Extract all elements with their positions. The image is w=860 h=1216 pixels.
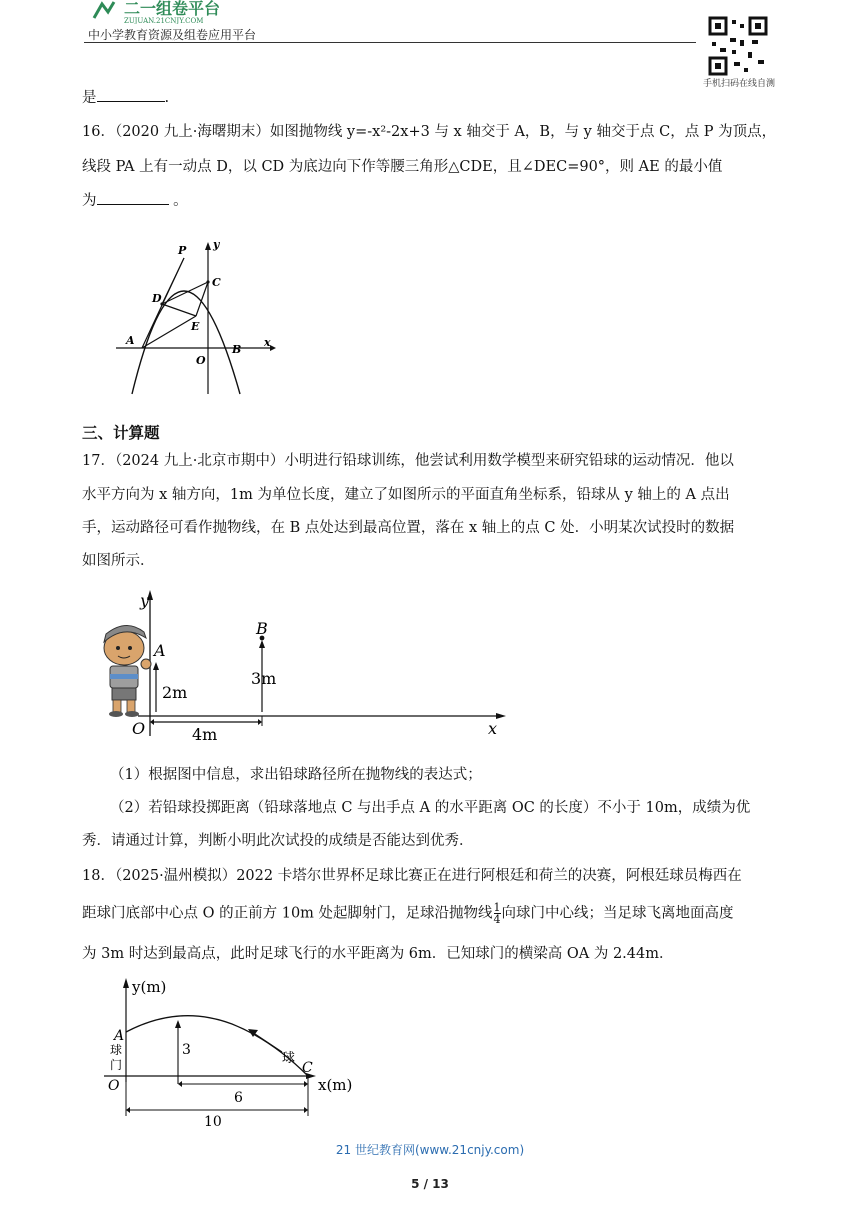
- label-B: B: [232, 343, 242, 356]
- label-A: A: [126, 334, 135, 347]
- logo-runner-icon: [94, 2, 114, 18]
- label-P: P: [178, 244, 187, 257]
- label-10: 10: [204, 1114, 222, 1130]
- label-y: y(m): [132, 978, 167, 996]
- q16-line-1: 16．（2020 九上·海曙期末）如图抛物线 y=-x²-2x+3 与 x 轴交于 A，B，与 y 轴交于点 C，点 P 为顶点，: [82, 124, 777, 140]
- label-A: A: [154, 641, 166, 660]
- label-6: 6: [234, 1090, 243, 1106]
- label-x: x(m): [318, 1076, 353, 1094]
- q16-line-3: 为 。: [82, 190, 188, 212]
- q17-part-1: （1）根据图中信息，求出铅球路径所在抛物线的表达式；: [110, 767, 482, 783]
- label-4m: 4m: [192, 725, 218, 744]
- q16-line-2: 线段 PA 上有一动点 D，以 CD 为底边向下作等腰三角形△CDE，且∠DEC=90°，则 AE 的最小值: [82, 159, 723, 175]
- label-goal-2: 门: [110, 1058, 123, 1072]
- label-A: A: [114, 1028, 125, 1044]
- footer-site-link[interactable]: 21 世纪教育网(www.21cnjy.com): [335, 1143, 525, 1157]
- label-C: C: [302, 1060, 313, 1076]
- qr-caption: 手机扫码在线自测: [702, 79, 775, 89]
- header-divider: [84, 42, 696, 43]
- qr-code-icon[interactable]: [708, 16, 768, 76]
- q15-answer-line: 是 .: [82, 87, 169, 109]
- label-y: y: [140, 591, 150, 610]
- label-x: x: [488, 719, 498, 738]
- q17-part-2-line-1: （2）若铅球投掷距离（铅球落地点 C 与出手点 A 的水平距离 OC 的长度）不小于 10m，成绩为优: [110, 800, 751, 816]
- answer-blank[interactable]: [97, 87, 165, 102]
- header-subtitle: 中小学教育资源及组卷应用平台: [88, 28, 257, 42]
- logo-subtext: ZUJUAN.21CNJY.COM: [124, 17, 204, 24]
- q16-figure: [110, 236, 280, 400]
- label-E: E: [191, 320, 200, 333]
- q17-line-4: 如图所示．: [82, 553, 155, 569]
- student-figure-icon: [104, 625, 151, 717]
- label-ball: 球: [282, 1051, 296, 1066]
- label-3m: 3m: [251, 669, 277, 688]
- q17-figure: [96, 586, 508, 744]
- q17-line-3: 手，运动路径可看作抛物线，在 B 点处达到最高位置，落在 x 轴上的点 C 处．小明某次试投时的数据: [82, 520, 735, 536]
- q17-part-2-line-2: 秀．请通过计算，判断小明此次试投的成绩是否能达到优秀．: [82, 833, 474, 849]
- label-C: C: [212, 276, 221, 289]
- label-O: O: [132, 719, 146, 738]
- label-B: B: [256, 619, 268, 638]
- label-x: x: [264, 336, 271, 349]
- fraction-quarter: $\frac{1}{4}$: [493, 901, 501, 926]
- parabola-curve: [132, 291, 240, 394]
- q17-line-2: 水平方向为 x 轴方向，1m 为单位长度，建立了如图所示的平面直角坐标系，铅球从 y 轴上的 A 点出: [82, 487, 730, 503]
- logo-text: 二一组卷平台: [124, 0, 221, 18]
- label-O: O: [108, 1078, 120, 1094]
- q18-line-3: 为 3m 时达到最高点，此时足球飞行的水平距离为 6m．已知球门的横梁高 OA 为 2.44m．: [82, 946, 674, 962]
- label-2m: 2m: [162, 683, 188, 702]
- label-D: D: [152, 292, 162, 305]
- q18-figure: [104, 972, 360, 1130]
- page-number: 5 / 13: [411, 1177, 449, 1191]
- label-3: 3: [182, 1042, 191, 1058]
- section-title: 三、计算题: [82, 424, 160, 442]
- q18-line-1: 18．（2025·温州模拟）2022 卡塔尔世界杯足球比赛正在进行阿根廷和荷兰的决赛，阿根廷球员梅西在: [82, 868, 742, 884]
- q18-line-2: 距球门底部中心点 O 的正前方 10m 处起脚射门，足球沿抛物线 $\frac{1}{4}$ 向球门中心线；当足球飞离地面高度: [82, 901, 734, 926]
- label-y: y: [213, 238, 220, 251]
- label-goal-1: 球: [110, 1043, 123, 1057]
- site-logo: [88, 0, 288, 24]
- ball-path: [126, 1016, 308, 1076]
- answer-blank[interactable]: [97, 190, 169, 205]
- q17-line-1: 17．（2024 九上·北京市期中）小明进行铅球训练，他尝试利用数学模型来研究铅球的运动情况．他以: [82, 453, 734, 469]
- label-O: O: [196, 354, 206, 367]
